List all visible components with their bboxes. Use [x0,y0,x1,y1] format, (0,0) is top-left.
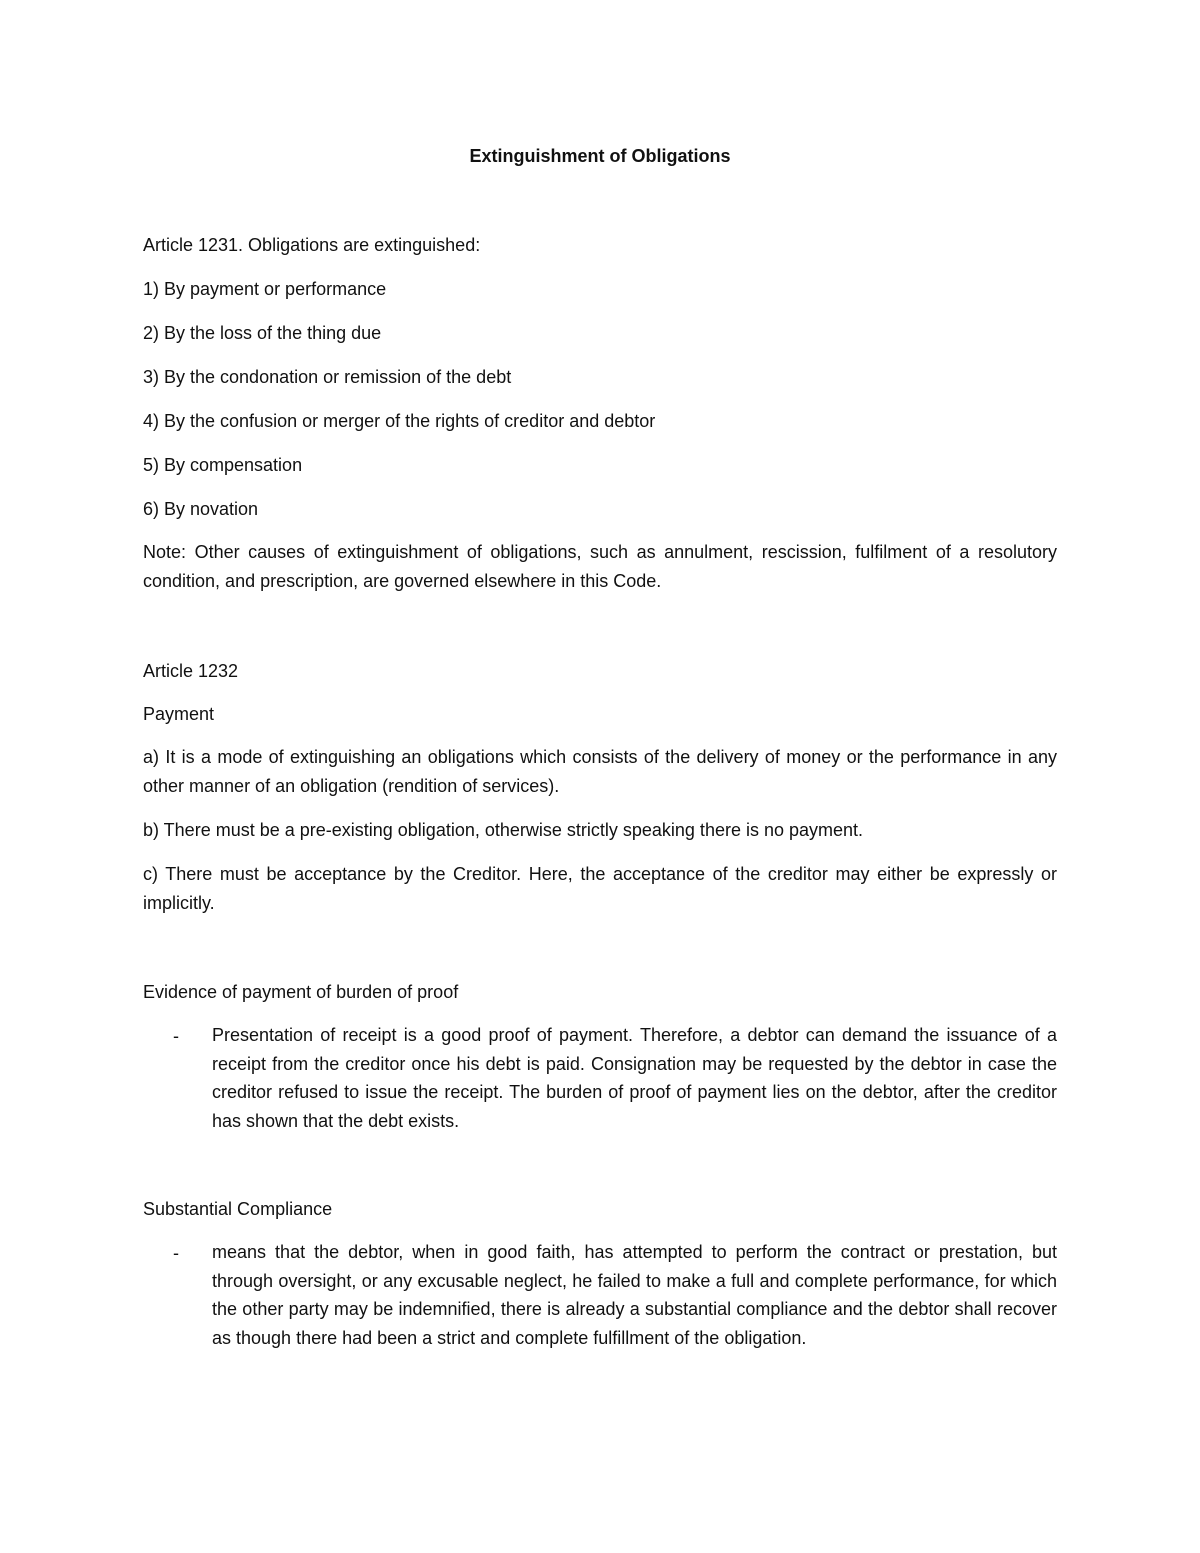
article-1231-note: Note: Other causes of extinguishment of obligations, such as annulment, rescission, fulfilment of a resolutory condition, and prescription, are governed elsewhere in this Code. [143,542,1057,591]
substantial-text: means that the debtor, when in good faith, has attempted to perform the contract or prestation, but through oversight, or any excusable neglect, he failed to make a full and complete performance, for which the other party may be indemnified, there is already a substantial compliance and the debtor shall recover as though there had been a strict and complete fulfillment of the obligation. [212,1242,1057,1348]
evidence-text: Presentation of receipt is a good proof of payment. Therefore, a debtor can demand the issuance of a receipt from the creditor once his debt is paid. Consignation may be requested by the debtor in case the creditor refused to issue the receipt. The burden of proof of payment lies on the debtor, after the creditor has shown that the debt exists. [212,1025,1057,1131]
article-1231-item-6: 6) By novation [143,499,259,519]
article-1231-heading: Article 1231. Obligations are extinguished: [143,235,481,255]
substantial-dash: - [173,1243,179,1263]
article-1232-heading: Article 1232 [143,661,239,681]
evidence-heading: Evidence of payment of burden of proof [143,982,459,1002]
document-title: Extinguishment of Obligations [469,146,731,166]
article-1232-item-b: b) There must be a pre-existing obligation, otherwise strictly speaking there is no payment. [143,820,864,840]
article-1231-item-4: 4) By the confusion or merger of the rights of creditor and debtor [143,411,656,431]
evidence-dash: - [173,1026,179,1046]
article-1232-item-c: c) There must be acceptance by the Creditor. Here, the acceptance of the creditor may either be expressly or implicitly. [143,864,1057,913]
article-1232-subheading: Payment [143,704,215,724]
article-1231-item-2: 2) By the loss of the thing due [143,323,382,343]
article-1231-item-1: 1) By payment or performance [143,279,387,299]
article-1232-item-a: a) It is a mode of extinguishing an obligations which consists of the delivery of money or the performance in any other manner of an obligation (rendition of services). [143,747,1057,796]
article-1231-item-3: 3) By the condonation or remission of the debt [143,367,512,387]
substantial-heading: Substantial Compliance [143,1199,333,1219]
article-1231-item-5: 5) By compensation [143,455,303,475]
